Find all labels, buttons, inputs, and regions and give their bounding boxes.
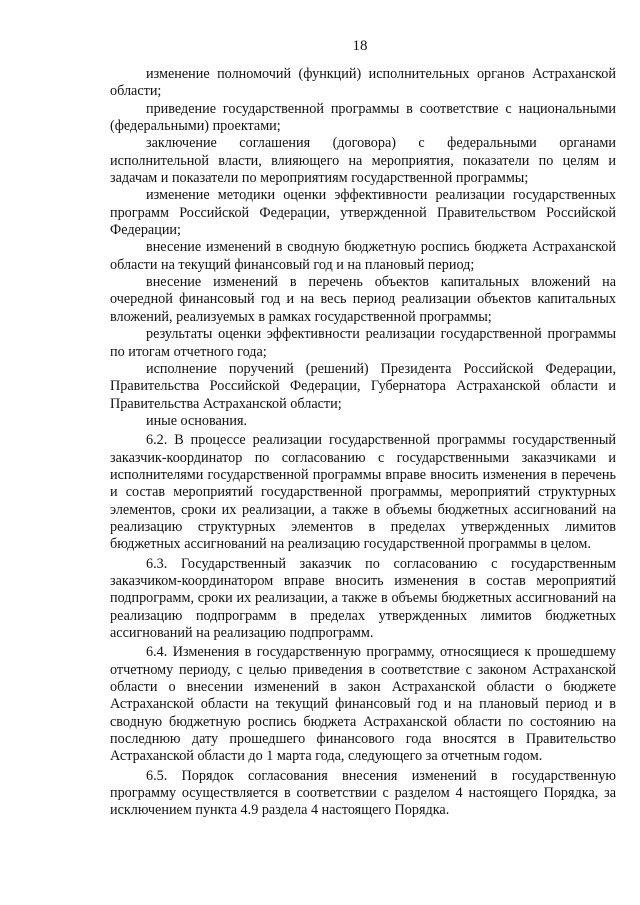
list-item-powers-change: изменение полномочий (функций) исполнительных органов Астраханской области;: [110, 66, 616, 100]
list-item-federal-agreement: заключение соглашения (договора) с федеральными органами исполнительной власти, влияющего на мероприятия, показатели по целям и задачам и показатели по мероприятиям государственной программы;: [110, 135, 616, 187]
document-body: [110, 66, 616, 820]
clause-6-4: 6.4. Изменения в государственную программу, относящиеся к прошедшему отчетному периоду, с целью приведения в соответствие с законом Астраханской области о внесении изменений в закон Астраханской области о бюджете Астраханской области на текущий финансовый год и на плановый период и в сводную бюджетную роспись бюджета Астраханской области по состоянию на последнюю дату прошедшего финансового года вносятся в Правительство Астраханской области до 1 марта года, следующего за отчетным годом.: [110, 644, 616, 765]
list-item-efficiency-results: результаты оценки эффективности реализации государственной программы по итогам отчетного года;: [110, 326, 616, 360]
page-number: 18: [352, 38, 368, 54]
clause-6-2: 6.2. В процессе реализации государственной программы государственный заказчик-координатор по согласованию с государственными заказчиками и исполнителями государственной программы вправе вносить изменения в перечень и состав мероприятий государственной программы, мероприятий структурных элементов, сроки их реализации, а также в объемы бюджетных ассигнований на реализацию структурных элементов в пределах утвержденных лимитов бюджетных ассигнований на реализацию государственной программы в целом.: [110, 432, 616, 553]
list-item-capital-investments: внесение изменений в перечень объектов капитальных вложений на очередной финансовый год и на весь период реализации объектов капитальных вложений, реализуемых в рамках государственной программы;: [110, 274, 616, 325]
list-item-methodology-change: изменение методики оценки эффективности реализации государственных программ Российской Федерации, утвержденной Правительством Российской Федерации;: [110, 187, 616, 239]
clause-6-5: 6.5. Порядок согласования внесения изменений в государственную программу осуществляется в соответствии с разделом 4 настоящего Порядка, за исключением пункта 4.9 раздела 4 настоящего Порядка.: [110, 767, 616, 819]
list-item-instructions: исполнение поручений (решений) Президента Российской Федерации, Правительства Российской Федерации, Губернатора Астраханской области и Правительства Астраханской области;: [110, 360, 616, 412]
list-item-national-projects: приведение государственной программы в соответствие с национальными (федеральными) проектами;: [110, 100, 616, 135]
clause-6-3: 6.3. Государственный заказчик по согласованию с государственным заказчиком-координатором вправе вносить изменения в состав мероприятий подпрограмм, сроки их реализации, а также в объемы бюджетных ассигнований на реализацию подпрограмм в пределах утвержденных лимитов бюджетных ассигнований на реализацию подпрограмм.: [110, 555, 616, 641]
list-item-budget-schedule: внесение изменений в сводную бюджетную роспись бюджета Астраханской области на текущий финансовый год и на плановый период;: [110, 239, 616, 273]
list-item-other-grounds: иные основания.: [146, 412, 248, 429]
